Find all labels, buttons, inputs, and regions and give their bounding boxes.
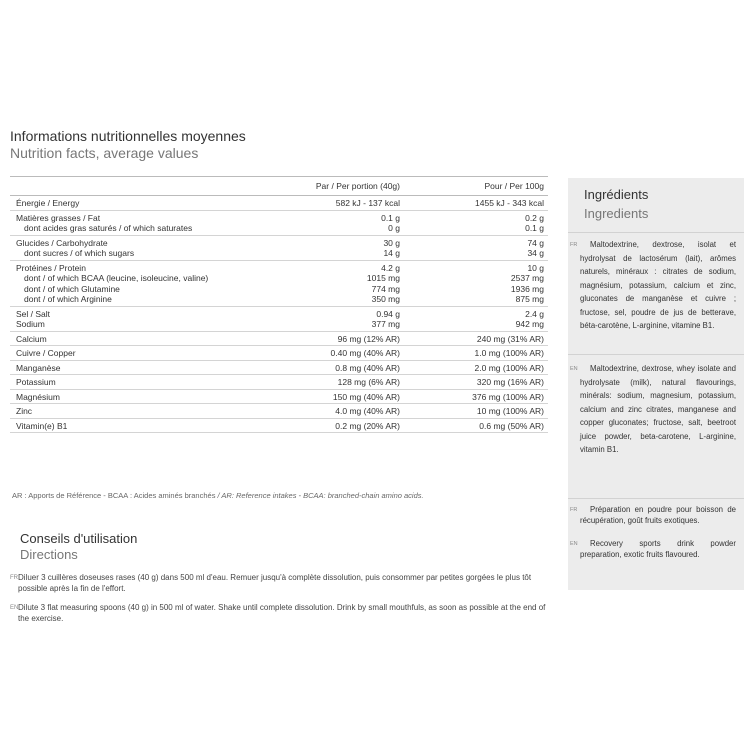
- value-per-100g: 2537 mg: [510, 273, 544, 283]
- flag-fr-icon: FR: [570, 507, 578, 513]
- table-row: [10, 284, 548, 295]
- ingredients-title-fr: Ingrédients: [584, 187, 649, 202]
- value-per-portion: 30 g: [383, 237, 400, 248]
- value-per-100g: 240 mg (31% AR): [476, 333, 544, 344]
- nutrition-title-en: Nutrition facts, average values: [10, 145, 199, 161]
- directions-en-body: Dilute 3 flat measuring spoons (40 g) in 500 ml of water. Shake until complete dissolution. Drink by small mouthfuls, as soon as possible at the end of the exercise.: [18, 603, 546, 623]
- directions-title-fr: Conseils d'utilisation: [20, 531, 138, 546]
- nutrition-table: [10, 176, 548, 433]
- value-per-portion: 14 g: [383, 248, 400, 258]
- flag-fr-icon: FR: [10, 575, 18, 581]
- value-per-portion: 582 kJ - 137 kcal: [335, 198, 400, 208]
- value-per-100g: 0.2 g: [525, 212, 544, 223]
- flag-en-icon: EN: [570, 541, 578, 547]
- nutrition-title-fr: Informations nutritionnelles moyennes: [10, 128, 246, 144]
- nutrient-label: Sel / Salt: [16, 308, 51, 319]
- value-per-100g: 376 mg (100% AR): [472, 391, 544, 402]
- table-row: [10, 421, 548, 432]
- directions-text-en: [10, 602, 553, 624]
- nutrient-label: dont sucres / of which sugars: [24, 248, 135, 258]
- value-per-portion: 150 mg (40% AR): [332, 391, 400, 402]
- directions-text-fr: [10, 572, 553, 594]
- nutrient-label: dont / of which BCAA (leucine, isoleucine, valine): [24, 273, 209, 283]
- description-en-body: Recovery sports drink powder preparation, exotic fruits flavoured.: [580, 539, 736, 559]
- table-row-group: [10, 261, 548, 307]
- value-per-100g: 34 g: [527, 248, 544, 258]
- table-row-group: [10, 419, 548, 434]
- value-per-portion: 774 mg: [371, 283, 400, 294]
- flag-en-icon: EN: [570, 366, 578, 372]
- table-row: [10, 406, 548, 417]
- value-per-portion: 0 g: [388, 223, 400, 233]
- table-header: [10, 176, 548, 196]
- flag-en-icon: EN: [10, 605, 19, 611]
- ingredients-divider: [568, 498, 744, 499]
- nutrient-label: Manganèse: [16, 362, 61, 373]
- table-row-group: [10, 236, 548, 261]
- value-per-100g: 74 g: [527, 237, 544, 248]
- value-per-portion: 0.2 mg (20% AR): [335, 420, 400, 431]
- table-row-group: [10, 390, 548, 405]
- value-per-portion: 0.1 g: [381, 212, 400, 223]
- value-per-100g: 2.4 g: [525, 308, 544, 319]
- ingredients-en-body: Maltodextrine, dextrose, whey isolate and hydrolysate (milk), natural flavourings, minérals: sodium, magnesium, potassium, calcium and zinc citrates, manganese and copper gluconates; fructose, salt, beetroot juice powder, beta-carotene, L-arginine, vitamin B1.: [580, 364, 736, 454]
- table-footnote: [12, 491, 424, 500]
- value-per-portion: 4.0 mg (40% AR): [335, 406, 400, 416]
- table-row-group: [10, 346, 548, 361]
- value-per-100g: 10 g: [527, 262, 544, 273]
- ingredients-divider: [568, 232, 744, 233]
- value-per-portion: 1015 mg: [366, 273, 400, 283]
- table-row-group: [10, 211, 548, 236]
- table-row: [10, 309, 548, 320]
- table-row-group: [10, 307, 548, 332]
- nutrient-label: dont acides gras saturés / of which saturates: [24, 223, 193, 233]
- flag-fr-icon: FR: [570, 242, 578, 248]
- value-per-100g: 1455 kJ - 343 kcal: [475, 198, 544, 208]
- nutrient-label: Énergie / Energy: [16, 198, 80, 208]
- table-row-group: [10, 375, 548, 390]
- table-row: [10, 238, 548, 249]
- description-fr-body: Préparation en poudre pour boisson de récupération, goût fruits exotiques.: [580, 505, 736, 525]
- table-row: [10, 223, 548, 234]
- table-row-group: [10, 404, 548, 419]
- table-row: [10, 273, 548, 284]
- table-row: [10, 392, 548, 403]
- value-per-portion: 0.94 g: [376, 308, 400, 319]
- value-per-portion: 96 mg (12% AR): [337, 333, 400, 344]
- value-per-portion: 0.8 mg (40% AR): [335, 362, 400, 373]
- header-portion: Par / Per portion (40g): [315, 181, 400, 191]
- value-per-100g: 10 mg (100% AR): [476, 406, 544, 416]
- ingredients-text-fr: [570, 238, 736, 333]
- value-per-portion: 0.40 mg (40% AR): [330, 348, 400, 358]
- description-fr: [570, 504, 736, 526]
- value-per-portion: 128 mg (6% AR): [337, 377, 400, 387]
- table-row: [10, 319, 548, 330]
- nutrient-label: Zinc: [16, 406, 33, 416]
- table-row: [10, 334, 548, 345]
- table-row: [10, 248, 548, 259]
- footnote-en: / AR: Reference intakes - BCAA: branched-chain amino acids.: [217, 491, 424, 500]
- value-per-100g: 320 mg (16% AR): [476, 377, 544, 387]
- value-per-100g: 2.0 mg (100% AR): [474, 362, 544, 373]
- table-row-group: [10, 361, 548, 376]
- directions-fr-body: Diluer 3 cuillères doseuses rases (40 g) dans 500 ml d'eau. Remuer jusqu'à complète dissolution, puis consommer par petites gorgées le plus tôt possible après la fin de l'effort.: [18, 573, 532, 593]
- ingredients-divider: [568, 354, 744, 355]
- directions-title-en: Directions: [20, 547, 78, 562]
- value-per-portion: 4.2 g: [381, 262, 400, 273]
- table-row: [10, 294, 548, 305]
- table-row: [10, 348, 548, 359]
- ingredients-title-en: Ingredients: [584, 206, 649, 221]
- table-row: [10, 198, 548, 209]
- table-row: [10, 377, 548, 388]
- nutrient-label: Calcium: [16, 333, 47, 344]
- ingredients-panel: [568, 178, 744, 590]
- nutrient-label: Magnésium: [16, 391, 60, 402]
- nutrient-label: dont / of which Glutamine: [24, 283, 120, 294]
- nutrient-label: Potassium: [16, 377, 56, 387]
- nutrient-label: Protéines / Protein: [16, 262, 86, 273]
- nutrient-label: Sodium: [16, 319, 45, 329]
- value-per-100g: 875 mg: [515, 294, 544, 304]
- table-body: [10, 196, 548, 433]
- value-per-100g: 0.1 g: [525, 223, 544, 233]
- nutrient-label: Matières grasses / Fat: [16, 212, 101, 223]
- header-per-100g: Pour / Per 100g: [484, 181, 544, 191]
- description-en: [570, 538, 736, 560]
- nutrient-label: Cuivre / Copper: [16, 348, 76, 358]
- value-per-100g: 1.0 mg (100% AR): [474, 348, 544, 358]
- value-per-100g: 1936 mg: [510, 283, 544, 294]
- table-row: [10, 263, 548, 274]
- nutrient-label: Glucides / Carbohydrate: [16, 237, 108, 248]
- table-row-group: [10, 196, 548, 211]
- value-per-100g: 0.6 mg (50% AR): [479, 420, 544, 431]
- nutrient-label: Vitamin(e) B1: [16, 420, 68, 431]
- value-per-portion: 377 mg: [371, 319, 400, 329]
- table-row: [10, 213, 548, 224]
- footnote-fr: AR : Apports de Référence - BCAA : Acides aminés branchés: [12, 491, 216, 500]
- table-row: [10, 363, 548, 374]
- nutrient-label: dont / of which Arginine: [24, 294, 112, 304]
- value-per-portion: 350 mg: [371, 294, 400, 304]
- ingredients-fr-body: Maltodextrine, dextrose, isolat et hydrolysat de lactosérum (lait), arômes naturels, minéraux : citrates de sodium, magnésium, potassium, calcium et zinc, gluconates de manganèse et cuivre ; fructose, sel, poudre de jus de betterave, béta-carotène, L-arginine, vitamine B1.: [580, 240, 736, 330]
- ingredients-text-en: [570, 362, 736, 457]
- table-row-group: [10, 332, 548, 347]
- value-per-100g: 942 mg: [515, 319, 544, 329]
